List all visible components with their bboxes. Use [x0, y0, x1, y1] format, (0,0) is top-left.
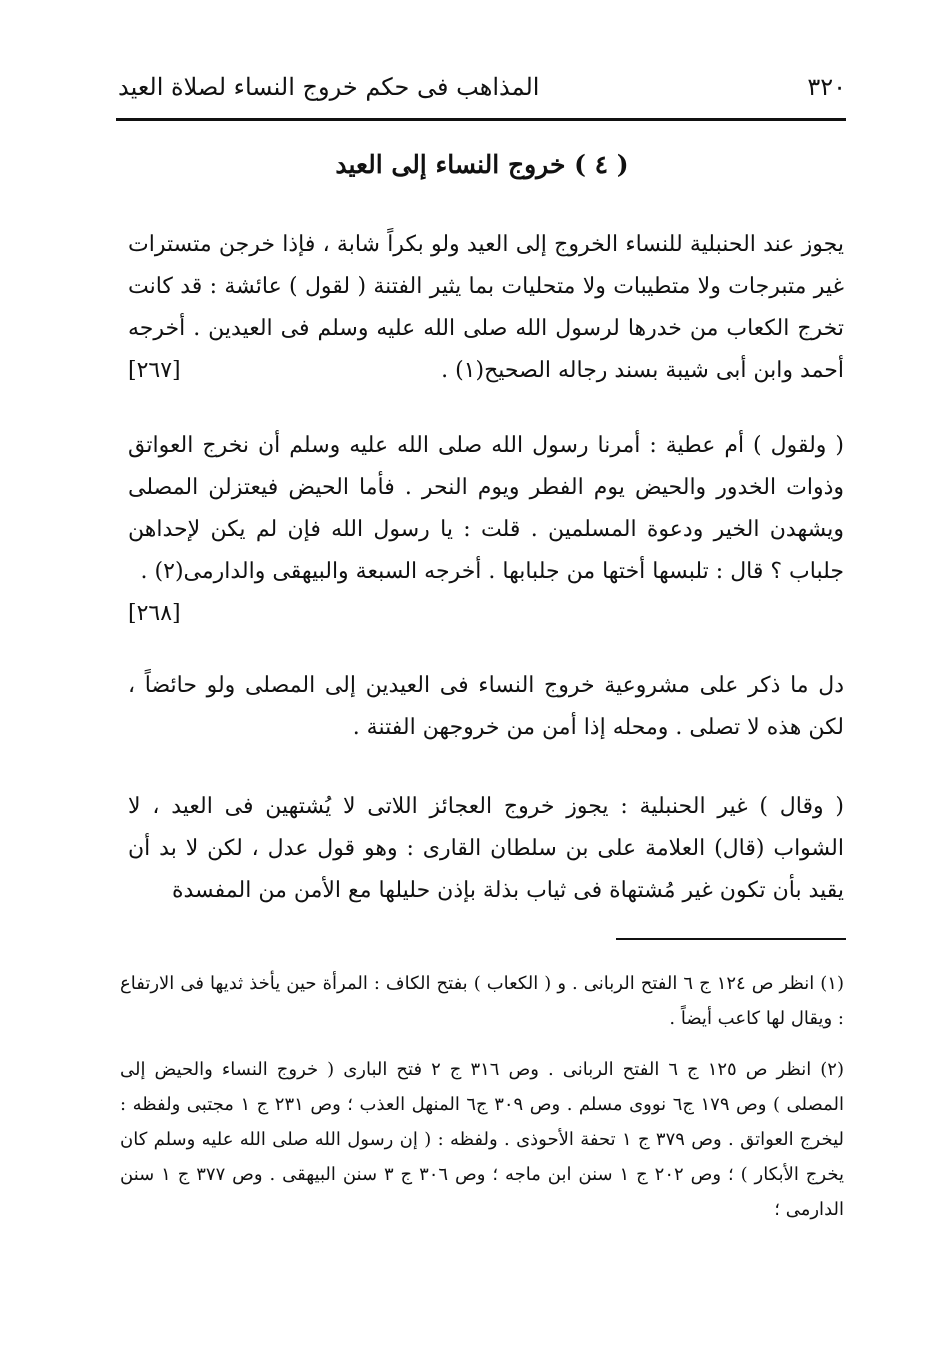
footnote-rule — [616, 938, 846, 940]
paragraph — [128, 665, 844, 749]
page-number: ٣٢٠ — [807, 73, 846, 101]
paragraph-text: ( ولقول ) أم عطية : أمرنا رسول الله صلى الله عليه وسلم أن نخرج العواتق وذوات الخدور والحيض يوم الفطر ويوم النحر . فأما الحيض فيعتزلن المصلى ويشهدن الخير ودعوة المسلمين . قلت : يا رسول الله فإن لم يكن لإحداهن جلباب ؟ قال : تلبسها أختها من جلبابها . أخرجه السبعة والبيهقى والدارمى(٢) . — [128, 433, 844, 584]
running-head — [118, 62, 846, 112]
footnote: (٢) انظر ص ١٢٥ ج ٦ الفتح الربانى . وص ٣١٦ ج ٢ فتح البارى ( خروج النساء والحيض إلى المصلى ) وص ١٧٩ ج٦ نووى مسلم . وص ٣٠٩ ج٦ المنهل العذب ؛ وص ٢٣١ ج ١ مجتبى ولفظه : ليخرج العواتق . وص ٣٧٩ ج ١ تحفة الأحوذى . ولفظه : ( إن رسول الله صلى الله عليه وسلم كان يخرج الأبكار ) ؛ وص ٢٠٢ ج ١ سنن ابن ماجه ؛ وص ٣٠٦ ج ٣ سنن البيهقى . وص ٣٧٧ ج ١ سنن الدارمى ؛ — [120, 1059, 845, 1220]
hadith-number: [٢٦٨] — [128, 601, 181, 626]
footnote: (١) انظر ص ١٢٤ ج ٦ الفتح الربانى . و ( الكعاب ) بفتح الكاف : المرأة حين يأخذ ثديها فى الارتفاع : ويقال لها كاعب أيضاً . — [120, 973, 844, 1029]
paragraph — [128, 224, 844, 392]
paragraph — [128, 786, 844, 912]
header-rule — [116, 118, 846, 121]
paragraph — [128, 425, 844, 635]
paragraph-text: يجوز عند الحنبلية للنساء الخروج إلى العيد ولو بكراً شابة ، فإذا خرجن متسترات غير متبرجات ولا متطيبات ولا متحليات بما يثير الفتنة ( لقول ) عائشة : قد كانت تخرج الكعاب من خدرها لرسول الله صلى الله عليه وسلم فى العيدين . أخرجه أحمد وابن أبى شيبة بسند رجاله الصحيح(١) . — [128, 232, 844, 383]
paragraph-text: دل ما ذكر على مشروعية خروج النساء فى العيدين إلى المصلى ولو حائضاً ، لكن هذه لا تصلى . ومحله إذا أمن من خروجهن الفتنة . — [128, 673, 844, 740]
hadith-number: [٢٦٧] — [128, 358, 181, 383]
paragraph-text: ( وقال ) غير الحنبلية : يجوز خروج العجائز اللاتى لا يُشتهين فى العيد ، لا الشواب (قال) العلامة على بن سلطان القارى : وهو قول عدل ، لكن لا بد أن يقيد بأن تكون غير مُشتهاة فى ثياب بذلة بإذن حليلها مع الأمن من المفسدة — [128, 794, 844, 903]
section-title: ( ٤ ) خروج النساء إلى العيد — [335, 150, 629, 179]
running-title: المذاهب فى حكم خروج النساء لصلاة العيد — [118, 73, 540, 101]
